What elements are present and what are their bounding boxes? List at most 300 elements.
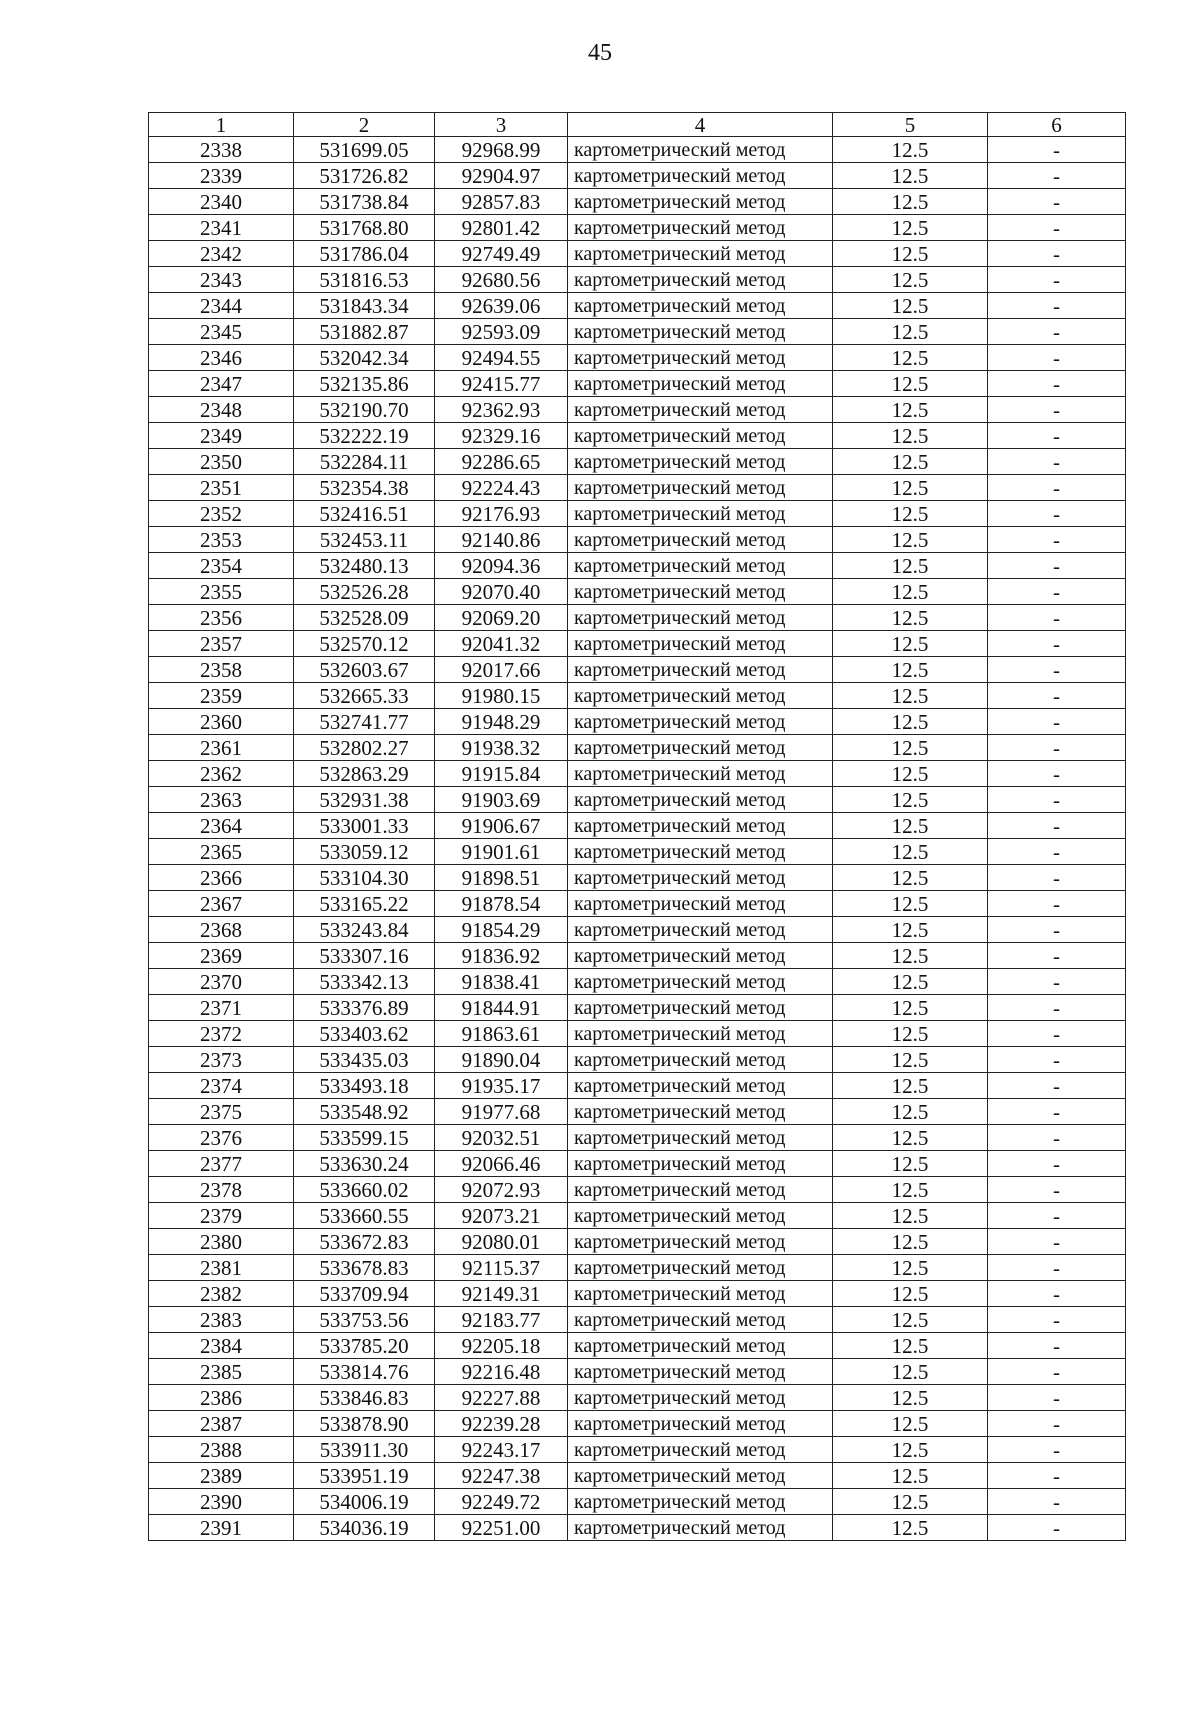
y-coordinate-cell: 92094.36: [435, 553, 568, 579]
y-coordinate-cell: 92205.18: [435, 1333, 568, 1359]
x-coordinate-cell: 532354.38: [294, 475, 435, 501]
point-number-cell: 2390: [149, 1489, 294, 1515]
accuracy-cell: 12.5: [833, 1021, 988, 1047]
table-row: [149, 1125, 1126, 1151]
accuracy-cell: 12.5: [833, 1359, 988, 1385]
accuracy-cell: 12.5: [833, 189, 988, 215]
method-cell: картометрический метод: [568, 839, 833, 865]
x-coordinate-cell: 533059.12: [294, 839, 435, 865]
note-cell: -: [988, 969, 1126, 995]
y-coordinate-cell: 92073.21: [435, 1203, 568, 1229]
point-number-cell: 2338: [149, 137, 294, 163]
point-number-cell: 2374: [149, 1073, 294, 1099]
table-row: [149, 813, 1126, 839]
table-row: [149, 657, 1126, 683]
point-number-cell: 2389: [149, 1463, 294, 1489]
y-coordinate-cell: 92080.01: [435, 1229, 568, 1255]
table-row: [149, 709, 1126, 735]
y-coordinate-cell: 92216.48: [435, 1359, 568, 1385]
method-cell: картометрический метод: [568, 787, 833, 813]
note-cell: -: [988, 1515, 1126, 1541]
page-number: 45: [588, 40, 612, 66]
table-row: [149, 1385, 1126, 1411]
method-cell: картометрический метод: [568, 293, 833, 319]
point-number-cell: 2344: [149, 293, 294, 319]
y-coordinate-cell: 92680.56: [435, 267, 568, 293]
y-coordinate-cell: 92801.42: [435, 215, 568, 241]
y-coordinate-cell: 92243.17: [435, 1437, 568, 1463]
accuracy-cell: 12.5: [833, 423, 988, 449]
table-row: [149, 163, 1126, 189]
point-number-cell: 2367: [149, 891, 294, 917]
method-cell: картометрический метод: [568, 1125, 833, 1151]
y-coordinate-cell: 91838.41: [435, 969, 568, 995]
y-coordinate-cell: 92286.65: [435, 449, 568, 475]
y-coordinate-cell: 91836.92: [435, 943, 568, 969]
x-coordinate-cell: 533672.83: [294, 1229, 435, 1255]
note-cell: -: [988, 371, 1126, 397]
table-row: [149, 969, 1126, 995]
point-number-cell: 2362: [149, 761, 294, 787]
point-number-cell: 2339: [149, 163, 294, 189]
point-number-cell: 2378: [149, 1177, 294, 1203]
x-coordinate-cell: 533911.30: [294, 1437, 435, 1463]
accuracy-cell: 12.5: [833, 449, 988, 475]
y-coordinate-cell: 92749.49: [435, 241, 568, 267]
y-coordinate-cell: 91844.91: [435, 995, 568, 1021]
column-header: 2: [294, 113, 435, 137]
method-cell: картометрический метод: [568, 1437, 833, 1463]
note-cell: -: [988, 943, 1126, 969]
point-number-cell: 2363: [149, 787, 294, 813]
table-row: [149, 137, 1126, 163]
table-row: [149, 1437, 1126, 1463]
table-row: [149, 1021, 1126, 1047]
x-coordinate-cell: 533951.19: [294, 1463, 435, 1489]
table-row: [149, 891, 1126, 917]
accuracy-cell: 12.5: [833, 475, 988, 501]
y-coordinate-cell: 92593.09: [435, 319, 568, 345]
column-header: 5: [833, 113, 988, 137]
point-number-cell: 2385: [149, 1359, 294, 1385]
note-cell: -: [988, 1125, 1126, 1151]
point-number-cell: 2366: [149, 865, 294, 891]
note-cell: -: [988, 579, 1126, 605]
y-coordinate-cell: 91915.84: [435, 761, 568, 787]
table-row: [149, 1307, 1126, 1333]
note-cell: -: [988, 839, 1126, 865]
table-row: [149, 1281, 1126, 1307]
x-coordinate-cell: 533753.56: [294, 1307, 435, 1333]
accuracy-cell: 12.5: [833, 1229, 988, 1255]
note-cell: -: [988, 1047, 1126, 1073]
note-cell: -: [988, 865, 1126, 891]
note-cell: -: [988, 683, 1126, 709]
method-cell: картометрический метод: [568, 1515, 833, 1541]
accuracy-cell: 12.5: [833, 1307, 988, 1333]
note-cell: -: [988, 527, 1126, 553]
column-header: 6: [988, 113, 1126, 137]
point-number-cell: 2383: [149, 1307, 294, 1333]
method-cell: картометрический метод: [568, 1047, 833, 1073]
column-header: 3: [435, 113, 568, 137]
x-coordinate-cell: 531843.34: [294, 293, 435, 319]
method-cell: картометрический метод: [568, 1255, 833, 1281]
y-coordinate-cell: 91901.61: [435, 839, 568, 865]
x-coordinate-cell: 532042.34: [294, 345, 435, 371]
note-cell: -: [988, 917, 1126, 943]
column-header: 4: [568, 113, 833, 137]
table-row: [149, 501, 1126, 527]
accuracy-cell: 12.5: [833, 293, 988, 319]
point-number-cell: 2382: [149, 1281, 294, 1307]
note-cell: -: [988, 735, 1126, 761]
table-row: [149, 1515, 1126, 1541]
accuracy-cell: 12.5: [833, 943, 988, 969]
method-cell: картометрический метод: [568, 241, 833, 267]
point-number-cell: 2376: [149, 1125, 294, 1151]
x-coordinate-cell: 533846.83: [294, 1385, 435, 1411]
table-row: [149, 215, 1126, 241]
y-coordinate-cell: 92017.66: [435, 657, 568, 683]
x-coordinate-cell: 533878.90: [294, 1411, 435, 1437]
method-cell: картометрический метод: [568, 397, 833, 423]
x-coordinate-cell: 532135.86: [294, 371, 435, 397]
x-coordinate-cell: 533403.62: [294, 1021, 435, 1047]
method-cell: картометрический метод: [568, 267, 833, 293]
table-row: [149, 631, 1126, 657]
y-coordinate-cell: 91935.17: [435, 1073, 568, 1099]
point-number-cell: 2381: [149, 1255, 294, 1281]
table-row: [149, 423, 1126, 449]
method-cell: картометрический метод: [568, 657, 833, 683]
y-coordinate-cell: 92183.77: [435, 1307, 568, 1333]
point-number-cell: 2380: [149, 1229, 294, 1255]
table-row: [149, 683, 1126, 709]
point-number-cell: 2350: [149, 449, 294, 475]
table-row: [149, 371, 1126, 397]
accuracy-cell: 12.5: [833, 969, 988, 995]
x-coordinate-cell: 531726.82: [294, 163, 435, 189]
point-number-cell: 2368: [149, 917, 294, 943]
y-coordinate-cell: 91898.51: [435, 865, 568, 891]
point-number-cell: 2341: [149, 215, 294, 241]
y-coordinate-cell: 92069.20: [435, 605, 568, 631]
accuracy-cell: 12.5: [833, 839, 988, 865]
method-cell: картометрический метод: [568, 1203, 833, 1229]
y-coordinate-cell: 91980.15: [435, 683, 568, 709]
table-row: [149, 345, 1126, 371]
method-cell: картометрический метод: [568, 1385, 833, 1411]
table-row: [149, 761, 1126, 787]
method-cell: картометрический метод: [568, 735, 833, 761]
y-coordinate-cell: 91948.29: [435, 709, 568, 735]
accuracy-cell: 12.5: [833, 1385, 988, 1411]
table-row: [149, 397, 1126, 423]
x-coordinate-cell: 533104.30: [294, 865, 435, 891]
accuracy-cell: 12.5: [833, 1333, 988, 1359]
note-cell: -: [988, 1151, 1126, 1177]
accuracy-cell: 12.5: [833, 709, 988, 735]
method-cell: картометрический метод: [568, 371, 833, 397]
note-cell: -: [988, 449, 1126, 475]
accuracy-cell: 12.5: [833, 683, 988, 709]
note-cell: -: [988, 1307, 1126, 1333]
point-number-cell: 2365: [149, 839, 294, 865]
x-coordinate-cell: 531699.05: [294, 137, 435, 163]
y-coordinate-cell: 92140.86: [435, 527, 568, 553]
table-row: [149, 839, 1126, 865]
y-coordinate-cell: 91863.61: [435, 1021, 568, 1047]
x-coordinate-cell: 533548.92: [294, 1099, 435, 1125]
coordinates-table: [148, 112, 1126, 1541]
x-coordinate-cell: 533678.83: [294, 1255, 435, 1281]
accuracy-cell: 12.5: [833, 501, 988, 527]
point-number-cell: 2360: [149, 709, 294, 735]
method-cell: картометрический метод: [568, 1151, 833, 1177]
y-coordinate-cell: 92247.38: [435, 1463, 568, 1489]
y-coordinate-cell: 91903.69: [435, 787, 568, 813]
method-cell: картометрический метод: [568, 449, 833, 475]
point-number-cell: 2384: [149, 1333, 294, 1359]
accuracy-cell: 12.5: [833, 865, 988, 891]
x-coordinate-cell: 531816.53: [294, 267, 435, 293]
point-number-cell: 2357: [149, 631, 294, 657]
method-cell: картометрический метод: [568, 1359, 833, 1385]
point-number-cell: 2349: [149, 423, 294, 449]
accuracy-cell: 12.5: [833, 345, 988, 371]
table-header-row: [149, 113, 1126, 137]
method-cell: картометрический метод: [568, 1073, 833, 1099]
accuracy-cell: 12.5: [833, 579, 988, 605]
x-coordinate-cell: 533376.89: [294, 995, 435, 1021]
table-row: [149, 735, 1126, 761]
note-cell: -: [988, 397, 1126, 423]
y-coordinate-cell: 92072.93: [435, 1177, 568, 1203]
note-cell: -: [988, 1333, 1126, 1359]
note-cell: -: [988, 1281, 1126, 1307]
table-row: [149, 1177, 1126, 1203]
x-coordinate-cell: 532453.11: [294, 527, 435, 553]
table-row: [149, 995, 1126, 1021]
method-cell: картометрический метод: [568, 917, 833, 943]
note-cell: -: [988, 553, 1126, 579]
note-cell: -: [988, 1203, 1126, 1229]
method-cell: картометрический метод: [568, 1177, 833, 1203]
y-coordinate-cell: 92249.72: [435, 1489, 568, 1515]
accuracy-cell: 12.5: [833, 787, 988, 813]
table-row: [149, 865, 1126, 891]
table-row: [149, 1359, 1126, 1385]
method-cell: картометрический метод: [568, 1411, 833, 1437]
accuracy-cell: 12.5: [833, 1047, 988, 1073]
method-cell: картометрический метод: [568, 1307, 833, 1333]
point-number-cell: 2343: [149, 267, 294, 293]
y-coordinate-cell: 91938.32: [435, 735, 568, 761]
point-number-cell: 2359: [149, 683, 294, 709]
point-number-cell: 2364: [149, 813, 294, 839]
point-number-cell: 2377: [149, 1151, 294, 1177]
accuracy-cell: 12.5: [833, 1489, 988, 1515]
method-cell: картометрический метод: [568, 1281, 833, 1307]
table-row: [149, 553, 1126, 579]
y-coordinate-cell: 92968.99: [435, 137, 568, 163]
accuracy-cell: 12.5: [833, 995, 988, 1021]
point-number-cell: 2361: [149, 735, 294, 761]
note-cell: -: [988, 319, 1126, 345]
method-cell: картометрический метод: [568, 345, 833, 371]
method-cell: картометрический метод: [568, 995, 833, 1021]
table-row: [149, 1333, 1126, 1359]
x-coordinate-cell: 533165.22: [294, 891, 435, 917]
accuracy-cell: 12.5: [833, 397, 988, 423]
accuracy-cell: 12.5: [833, 761, 988, 787]
x-coordinate-cell: 532416.51: [294, 501, 435, 527]
table-row: [149, 1463, 1126, 1489]
x-coordinate-cell: 533814.76: [294, 1359, 435, 1385]
x-coordinate-cell: 533630.24: [294, 1151, 435, 1177]
note-cell: -: [988, 891, 1126, 917]
note-cell: -: [988, 995, 1126, 1021]
x-coordinate-cell: 533307.16: [294, 943, 435, 969]
point-number-cell: 2373: [149, 1047, 294, 1073]
y-coordinate-cell: 92639.06: [435, 293, 568, 319]
column-header: 1: [149, 113, 294, 137]
y-coordinate-cell: 92415.77: [435, 371, 568, 397]
x-coordinate-cell: 532570.12: [294, 631, 435, 657]
x-coordinate-cell: 532222.19: [294, 423, 435, 449]
accuracy-cell: 12.5: [833, 137, 988, 163]
method-cell: картометрический метод: [568, 579, 833, 605]
y-coordinate-cell: 91906.67: [435, 813, 568, 839]
x-coordinate-cell: 532863.29: [294, 761, 435, 787]
note-cell: -: [988, 1229, 1126, 1255]
table-row: [149, 527, 1126, 553]
x-coordinate-cell: 532526.28: [294, 579, 435, 605]
y-coordinate-cell: 92227.88: [435, 1385, 568, 1411]
table-row: [149, 189, 1126, 215]
point-number-cell: 2391: [149, 1515, 294, 1541]
table-row: [149, 319, 1126, 345]
point-number-cell: 2352: [149, 501, 294, 527]
point-number-cell: 2372: [149, 1021, 294, 1047]
x-coordinate-cell: 532528.09: [294, 605, 435, 631]
accuracy-cell: 12.5: [833, 1073, 988, 1099]
accuracy-cell: 12.5: [833, 813, 988, 839]
accuracy-cell: 12.5: [833, 1255, 988, 1281]
note-cell: -: [988, 1359, 1126, 1385]
x-coordinate-cell: 533599.15: [294, 1125, 435, 1151]
point-number-cell: 2351: [149, 475, 294, 501]
method-cell: картометрический метод: [568, 1099, 833, 1125]
y-coordinate-cell: 92066.46: [435, 1151, 568, 1177]
y-coordinate-cell: 91854.29: [435, 917, 568, 943]
method-cell: картометрический метод: [568, 1463, 833, 1489]
x-coordinate-cell: 532284.11: [294, 449, 435, 475]
method-cell: картометрический метод: [568, 527, 833, 553]
accuracy-cell: 12.5: [833, 1437, 988, 1463]
x-coordinate-cell: 532603.67: [294, 657, 435, 683]
x-coordinate-cell: 533435.03: [294, 1047, 435, 1073]
point-number-cell: 2356: [149, 605, 294, 631]
accuracy-cell: 12.5: [833, 1463, 988, 1489]
point-number-cell: 2355: [149, 579, 294, 605]
method-cell: картометрический метод: [568, 761, 833, 787]
note-cell: -: [988, 709, 1126, 735]
method-cell: картометрический метод: [568, 189, 833, 215]
accuracy-cell: 12.5: [833, 605, 988, 631]
point-number-cell: 2346: [149, 345, 294, 371]
x-coordinate-cell: 531882.87: [294, 319, 435, 345]
point-number-cell: 2347: [149, 371, 294, 397]
note-cell: -: [988, 501, 1126, 527]
note-cell: -: [988, 1255, 1126, 1281]
note-cell: -: [988, 267, 1126, 293]
x-coordinate-cell: 533493.18: [294, 1073, 435, 1099]
method-cell: картометрический метод: [568, 1229, 833, 1255]
accuracy-cell: 12.5: [833, 267, 988, 293]
accuracy-cell: 12.5: [833, 527, 988, 553]
point-number-cell: 2387: [149, 1411, 294, 1437]
accuracy-cell: 12.5: [833, 1411, 988, 1437]
x-coordinate-cell: 532931.38: [294, 787, 435, 813]
x-coordinate-cell: 532802.27: [294, 735, 435, 761]
table-row: [149, 943, 1126, 969]
table-row: [149, 605, 1126, 631]
accuracy-cell: 12.5: [833, 1151, 988, 1177]
note-cell: -: [988, 1099, 1126, 1125]
note-cell: -: [988, 605, 1126, 631]
method-cell: картометрический метод: [568, 1021, 833, 1047]
accuracy-cell: 12.5: [833, 319, 988, 345]
note-cell: -: [988, 631, 1126, 657]
method-cell: картометрический метод: [568, 605, 833, 631]
accuracy-cell: 12.5: [833, 735, 988, 761]
x-coordinate-cell: 531738.84: [294, 189, 435, 215]
x-coordinate-cell: 532741.77: [294, 709, 435, 735]
x-coordinate-cell: 534036.19: [294, 1515, 435, 1541]
method-cell: картометрический метод: [568, 137, 833, 163]
accuracy-cell: 12.5: [833, 163, 988, 189]
accuracy-cell: 12.5: [833, 1515, 988, 1541]
method-cell: картометрический метод: [568, 1489, 833, 1515]
x-coordinate-cell: 533660.55: [294, 1203, 435, 1229]
table-row: [149, 1073, 1126, 1099]
method-cell: картометрический метод: [568, 683, 833, 709]
method-cell: картометрический метод: [568, 215, 833, 241]
y-coordinate-cell: 92070.40: [435, 579, 568, 605]
x-coordinate-cell: 532190.70: [294, 397, 435, 423]
accuracy-cell: 12.5: [833, 1125, 988, 1151]
y-coordinate-cell: 92362.93: [435, 397, 568, 423]
accuracy-cell: 12.5: [833, 631, 988, 657]
method-cell: картометрический метод: [568, 1333, 833, 1359]
method-cell: картометрический метод: [568, 475, 833, 501]
table-row: [149, 787, 1126, 813]
point-number-cell: 2371: [149, 995, 294, 1021]
x-coordinate-cell: 534006.19: [294, 1489, 435, 1515]
point-number-cell: 2370: [149, 969, 294, 995]
note-cell: -: [988, 1177, 1126, 1203]
table-row: [149, 293, 1126, 319]
point-number-cell: 2386: [149, 1385, 294, 1411]
y-coordinate-cell: 91890.04: [435, 1047, 568, 1073]
y-coordinate-cell: 92149.31: [435, 1281, 568, 1307]
note-cell: -: [988, 1437, 1126, 1463]
y-coordinate-cell: 92857.83: [435, 189, 568, 215]
note-cell: -: [988, 423, 1126, 449]
note-cell: -: [988, 761, 1126, 787]
